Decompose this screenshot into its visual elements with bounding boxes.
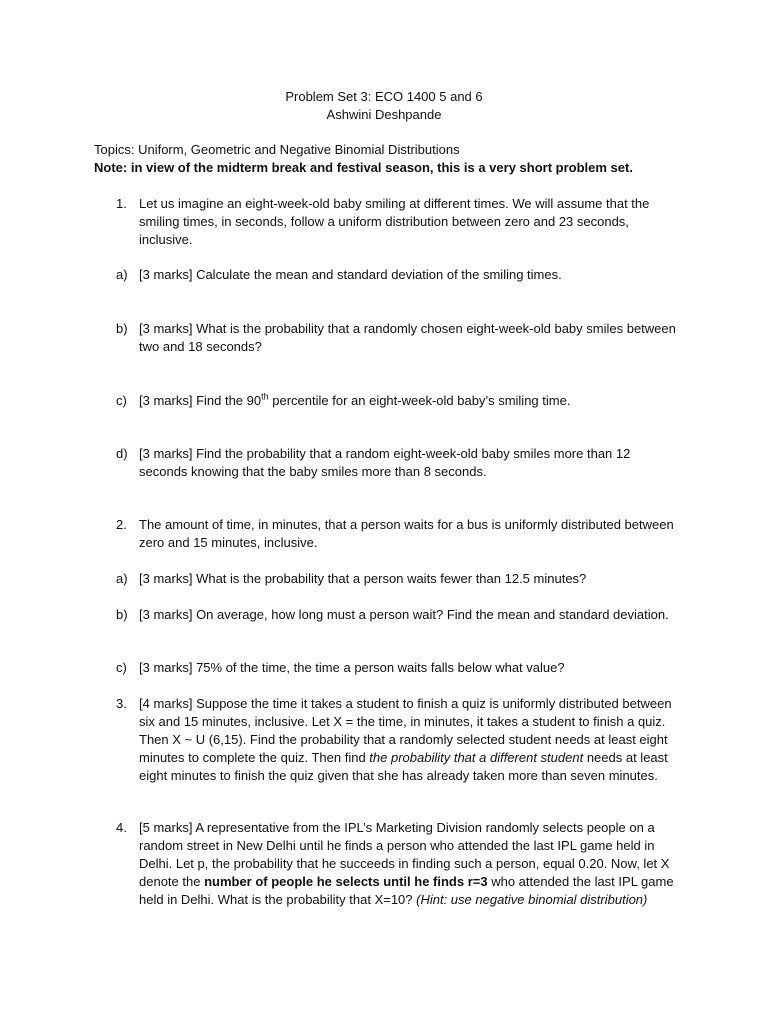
note-label: Note: [94,160,128,175]
author-name: Ashwini Deshpande [326,107,442,122]
question-number: 1. [116,196,127,211]
part-label: d) [116,446,128,461]
question-text-part2: who attended the last IPL game held in Delhi. What is the probability that X=10? [139,874,674,907]
part-label: b) [116,607,128,622]
part-label: a) [116,267,128,282]
question-text: The amount of time, in minutes, that a person waits for a bus is uniformly distributed between zero and 15 minutes, inclusive. [139,517,674,550]
question-text [139,819,679,909]
question-text-italic: the probability that a different student [369,750,584,765]
part-text: [3 marks] 75% of the time, the time a person waits falls below what value? [139,660,565,675]
problem-set-title: Problem Set 3: ECO 1400 5 and 6 [285,89,483,104]
part-label: b) [116,321,128,336]
note-line [94,159,714,177]
part-label: a) [116,571,128,586]
part-text-pre: [3 marks] Find the 90 [139,393,262,408]
part-text: [3 marks] Calculate the mean and standard deviation of the smiling times. [139,267,562,282]
ordinal-suffix: th [261,391,269,402]
hint-text: (Hint: use negative binomial distribution) [416,892,648,907]
question-number: 4. [116,820,127,835]
question-text-part1: [4 marks] Suppose the time it takes a student to finish a quiz is uniformly distributed between six and 15 minutes, inclusive. Let X = the time, in minutes, it takes a student to finish a quiz. Then X ~ U (6,15). Find the probability that a randomly selected student needs at least eight minutes to complete the quiz. Then find [139,696,672,765]
question-text [139,695,679,785]
topics-line: Topics: Uniform, Geometric and Negative Binomial Distributions [94,142,460,157]
part-text: [3 marks] Find the probability that a random eight-week-old baby smiles more than 12 seconds knowing that the baby smiles more than 8 seconds. [139,446,631,479]
question-number: 2. [116,517,127,532]
question-text: Let us imagine an eight-week-old baby smiling at different times. We will assume that the smiling times, in seconds, follow a uniform distribution between zero and 23 seconds, inclusive. [139,196,650,247]
part-text: [3 marks] What is the probability that a randomly chosen eight-week-old baby smiles between two and 18 seconds? [139,321,676,354]
part-label: c) [116,660,127,675]
question-text-part1: [5 marks] A representative from the IPL’s Marketing Division randomly selects people on a random street in New Delhi until he finds a person who attended the last IPL game held in Delhi. Let p, the probability that he succeeds in finding such a person, equal 0.20. Now, let X denote the [139,820,670,889]
part-label: c) [116,393,127,408]
part-text: [3 marks] What is the probability that a person waits fewer than 12.5 minutes? [139,571,587,586]
question-number: 3. [116,696,127,711]
part-text-post: percentile for an eight-week-old baby’s smiling time. [268,393,571,408]
question-text-bold: number of people he selects until he finds r=3 [204,874,488,889]
note-text: in view of the midterm break and festival season, this is a very short problem set. [127,160,633,175]
part-text [139,392,679,410]
part-text: [3 marks] On average, how long must a person wait? Find the mean and standard deviation. [139,607,669,622]
question-text-part2: needs at least eight minutes to finish the quiz given that she has already taken more than seven minutes. [139,750,668,783]
